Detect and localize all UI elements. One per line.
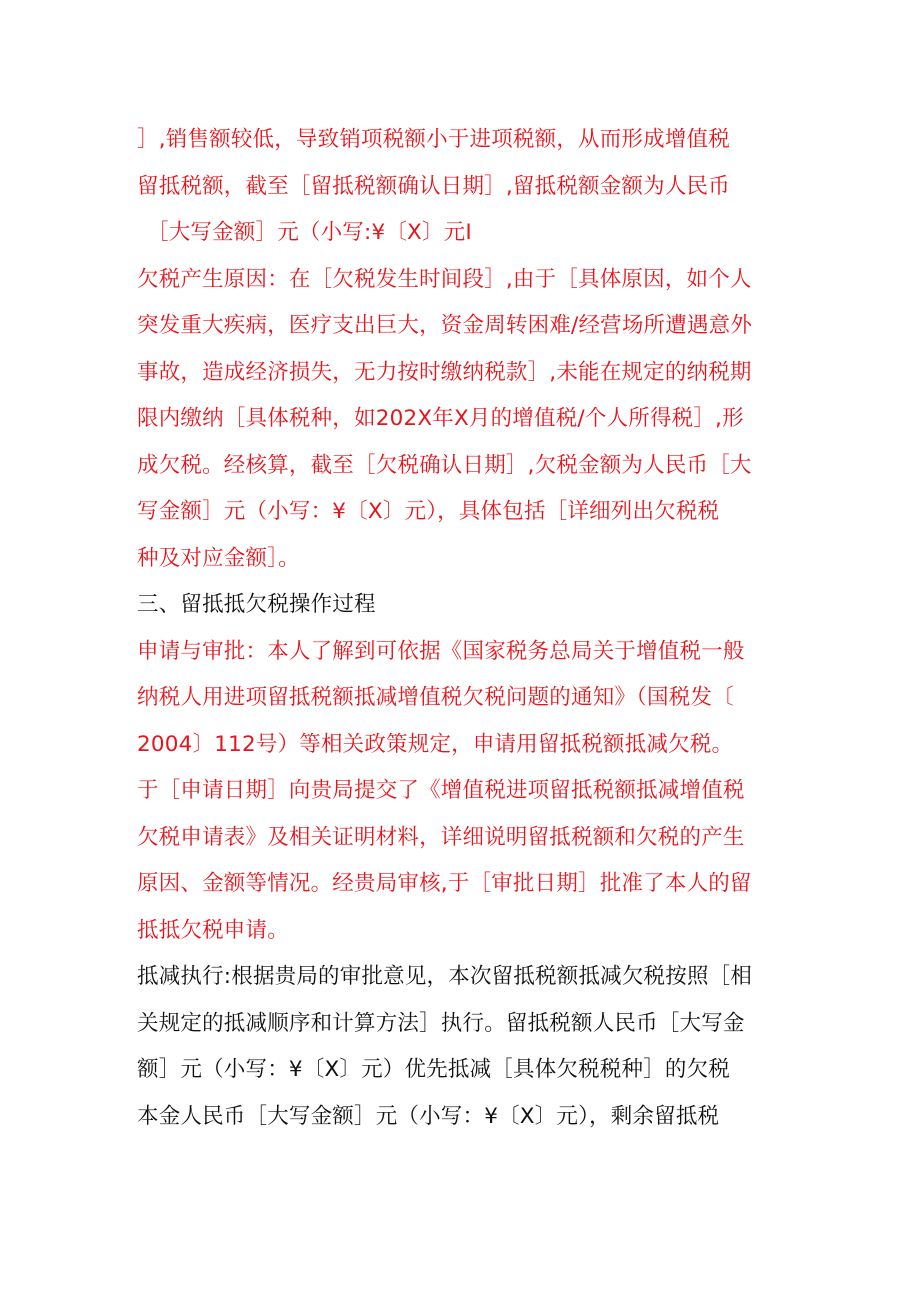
text-line-21: 额］元（小写：¥〔X〕元）优先抵减［具体欠税税种］的欠税: [137, 1057, 731, 1082]
text-line-9: 写金额］元（小写：¥〔X〕元），具体包括［详细列出欠税税: [137, 499, 720, 524]
text-line-1: ］,销售额较低，导致销项税额小于进项税额，从而形成增值税: [137, 127, 730, 152]
text-line-20: 关规定的抵减顺序和计算方法］执行。留抵税额人民币［大写金: [137, 1010, 745, 1036]
text-line-17: 原因、金额等情况。经贵局审核,于［审批日期］批准了本人的留: [137, 871, 752, 896]
section-heading: 三、留抵抵欠税操作过程: [137, 592, 376, 617]
text-line-16: 欠税申请表》及相关证明材料，详细说明留抵税额和欠税的产生: [137, 824, 745, 850]
text-line-4: 欠税产生原因：在［欠税发生时间段］,由于［具体原因，如个人: [137, 266, 752, 292]
text-line-13: 纳税人用进项留抵税额抵减增值税欠税问题的通知》（国税发〔: [137, 685, 734, 710]
text-line-15: 于［申请日期］向贵局提交了《增值税进项留抵税额抵减增值税: [137, 778, 745, 803]
text-line-5: 突发重大疾病，医疗支出巨大，资金周转困难/经营场所遭遇意外: [137, 313, 753, 338]
text-line-12: 申请与审批：本人了解到可依据《国家税务总局关于增值税一般: [137, 638, 745, 664]
text-line-7: 限内缴纳［具体税种，如202X年X月的增值税/个人所得税］,形: [137, 406, 744, 431]
text-line-10: 种及对应金额］。: [137, 545, 300, 571]
text-line-18: 抵抵欠税申请。: [137, 917, 289, 943]
text-line-3: ［大写金额］元（小写:¥〔X〕元I: [147, 220, 472, 245]
text-line-19: 抵减执行:根据贵局的审批意见，本次留抵税额抵减欠税按照［相: [137, 964, 753, 989]
text-line-2: 留抵税额，截至［留抵税额确认日期］,留抵税额金额为人民币: [137, 173, 730, 199]
text-line-14: 2004〕112号）等相关政策规定，申请用留抵税额抵减欠税。: [137, 731, 734, 757]
text-line-8: 成欠税。经核算，截至［欠税确认日期］,欠税金额为人民币［大: [137, 452, 752, 478]
text-line-22: 本金人民币［大写金额］元（小写：¥〔X〕元），剩余留抵税: [137, 1103, 720, 1129]
text-line-6: 事故，造成经济损失，无力按时缴纳税款］,未能在规定的纳税期: [137, 359, 752, 385]
